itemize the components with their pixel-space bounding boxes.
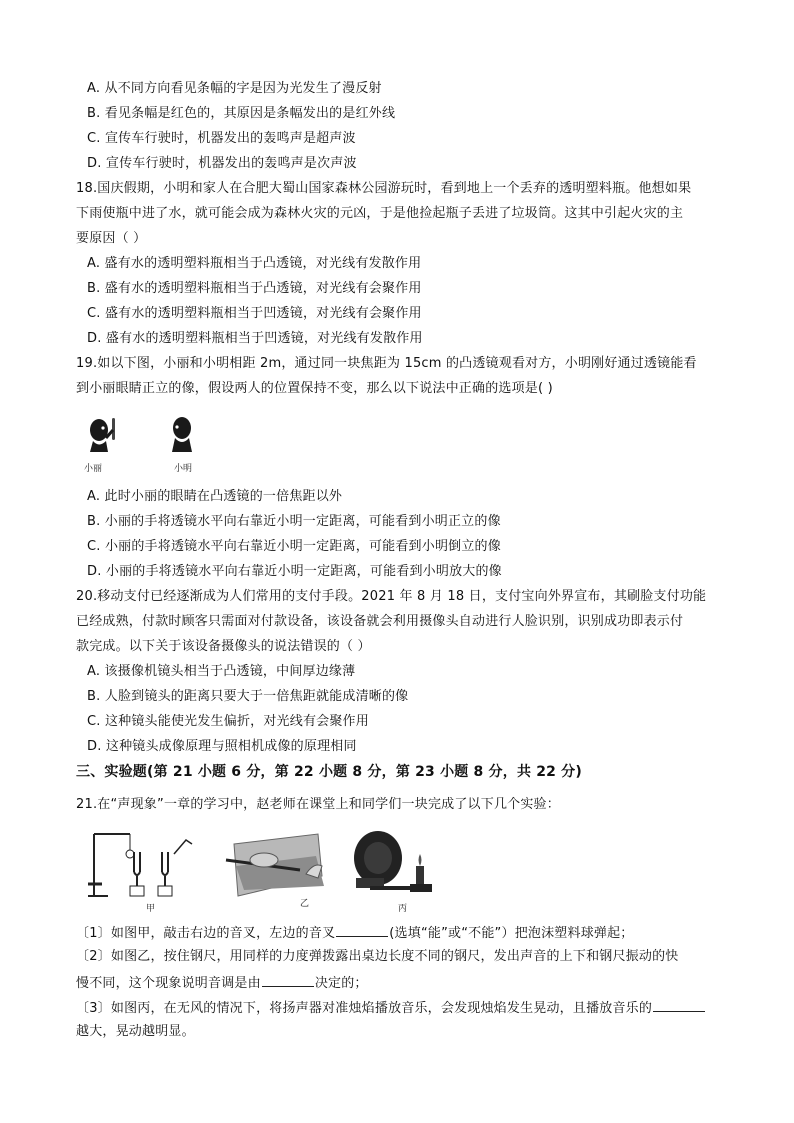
q18-option-b: B. 盛有水的透明塑料瓶相当于凸透镜，对光线有会聚作用 xyxy=(87,281,422,296)
q20-option-b: B. 人脸到镜头的距离只要大于一倍焦距就能成清晰的像 xyxy=(87,689,409,704)
q21-part-3-line-2: 越大，晃动越明显。 xyxy=(76,1024,195,1039)
q20-stem-line-3: 款完成。以下关于该设备摄像头的说法错误的（ ） xyxy=(76,639,371,654)
q21-part-2-line-1: 〔2〕如图乙，按住钢尺，用同样的力度弹拨露出桌边长度不同的钢尺，发出声音的上下和钢尺振动的快 xyxy=(76,949,679,964)
q21-part-1 xyxy=(76,923,634,943)
q20-option-c: C. 这种镜头能使光发生偏折，对光线有会聚作用 xyxy=(87,714,369,729)
q19-option-c: C. 小丽的手将透镜水平向右靠近小明一定距离，可能看到小明倒立的像 xyxy=(87,539,501,554)
speaker-candle-setup xyxy=(354,831,432,892)
answer-blank[interactable] xyxy=(262,973,314,987)
figure-label-jia: 甲 xyxy=(146,904,156,914)
q19-stem-line-2: 到小丽眼睛正立的像，假设两人的位置保持不变，那么以下说法中正确的选项是( ) xyxy=(76,381,553,396)
q20-stem-line-1: 20.移动支付已经逐渐成为人们常用的支付手段。2021 年 8 月 18 日，支付宝向外界宣布，其刷脸支付功能 xyxy=(76,589,707,604)
q21-part-2-line-2 xyxy=(76,973,368,993)
q21-part-1-text-b: (选填“能”或“不能”）把泡沫塑料球弹起； xyxy=(389,926,634,941)
section-3-heading: 三、实验题(第 21 小题 6 分，第 22 小题 8 分，第 23 小题 8 分，共 22 分) xyxy=(76,764,582,780)
q17-option-d: D. 宣传车行驶时，机器发出的轰鸣声是次声波 xyxy=(87,156,357,171)
q21-part-2-text-a: 慢不同，这个现象说明音调是由 xyxy=(76,976,261,991)
q19-option-b: B. 小丽的手将透镜水平向右靠近小明一定距离，可能看到小明正立的像 xyxy=(87,514,501,529)
q18-stem-line-2: 下雨使瓶中进了水，就可能会成为森林火灾的元凶，于是他捡起瓶子丢进了垃圾筒。这其中引起火灾的主 xyxy=(76,206,684,221)
tuning-fork-setup xyxy=(88,834,192,896)
q21-figures xyxy=(86,826,446,914)
figure-label-bing: 丙 xyxy=(398,904,408,914)
q17-option-a: A. 从不同方向看见条幅的字是因为光发生了漫反射 xyxy=(87,81,382,96)
sound-experiments-illustration xyxy=(86,826,446,914)
ruler-on-table-setup xyxy=(226,834,324,896)
q19-label-xiaoli: 小丽 xyxy=(84,464,103,474)
q18-stem-line-3: 要原因（ ） xyxy=(76,231,147,246)
q21-part-1-text-a: 〔1〕如图甲，敲击右边的音叉，左边的音叉 xyxy=(76,926,336,941)
q19-figure xyxy=(84,408,204,476)
answer-blank[interactable] xyxy=(336,923,388,937)
q21-part-3-line-1 xyxy=(76,998,706,1018)
q21-part-2-text-b: 决定的； xyxy=(314,976,368,991)
q20-option-a: A. 该摄像机镜头相当于凸透镜，中间厚边缘薄 xyxy=(87,664,356,679)
answer-blank[interactable] xyxy=(653,998,705,1012)
q17-option-b: B. 看见条幅是红色的，其原因是条幅发出的是红外线 xyxy=(87,106,396,121)
q17-option-c: C. 宣传车行驶时，机器发出的轰鸣声是超声波 xyxy=(87,131,356,146)
q18-option-d: D. 盛有水的透明塑料瓶相当于凹透镜，对光线有发散作用 xyxy=(87,331,423,346)
q20-stem-line-2: 已经成熟，付款时顾客只需面对付款设备，该设备就会利用摄像头自动进行人脸识别，识别成功即表示付 xyxy=(76,614,684,629)
figure-label-yi: 乙 xyxy=(300,899,310,909)
q18-option-a: A. 盛有水的透明塑料瓶相当于凸透镜，对光线有发散作用 xyxy=(87,256,422,271)
q21-part-3-text-a: 〔3〕如图丙，在无风的情况下，将扬声器对准烛焰播放音乐，会发现烛焰发生晃动，且播放音乐的 xyxy=(76,1001,653,1016)
q20-option-d: D. 这种镜头成像原理与照相机成像的原理相同 xyxy=(87,739,357,754)
q19-option-d: D. 小丽的手将透镜水平向右靠近小明一定距离，可能看到小明放大的像 xyxy=(87,564,502,579)
q19-option-a: A. 此时小丽的眼睛在凸透镜的一倍焦距以外 xyxy=(87,489,343,504)
q18-stem-line-1: 18.国庆假期，小明和家人在合肥大蜀山国家森林公园游玩时，看到地上一个丢弃的透明塑料瓶。他想如果 xyxy=(76,181,692,196)
q21-stem: 21.在“声现象”一章的学习中，赵老师在课堂上和同学们一块完成了以下几个实验： xyxy=(76,797,560,812)
q19-stem-line-1: 19.如以下图，小丽和小明相距 2m，通过同一块焦距为 15cm 的凸透镜观看对方，小明刚好通过透镜能看 xyxy=(76,356,697,371)
q18-option-c: C. 盛有水的透明塑料瓶相当于凹透镜，对光线有会聚作用 xyxy=(87,306,422,321)
q19-label-xiaoming: 小明 xyxy=(174,464,193,474)
